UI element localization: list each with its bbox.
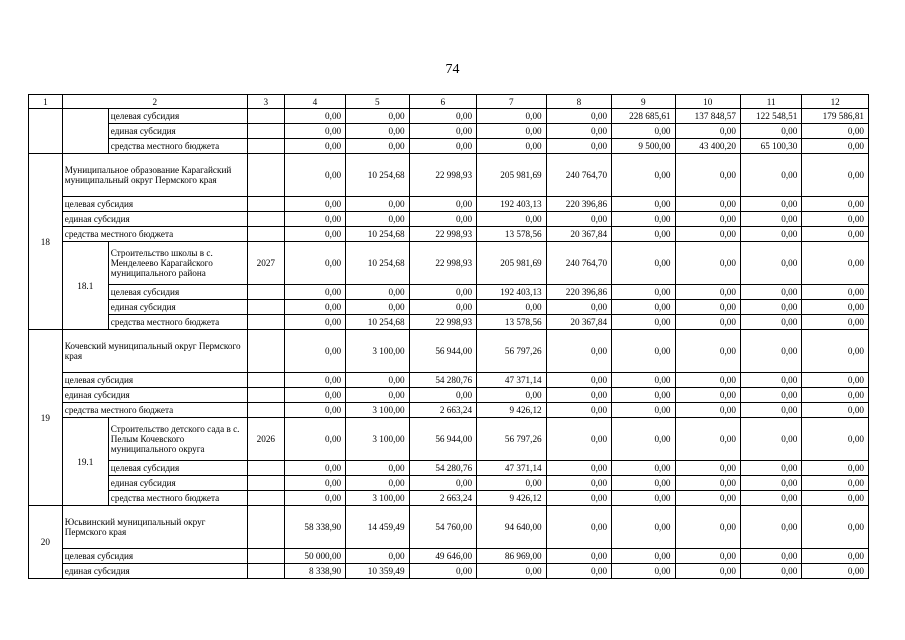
value-cell: 0,00 <box>675 300 740 315</box>
value-cell: 65 100,30 <box>740 139 801 154</box>
value-cell: 0,00 <box>284 315 345 330</box>
value-cell: 0,00 <box>477 300 547 315</box>
value-cell: 0,00 <box>346 212 409 227</box>
table-row <box>29 285 869 300</box>
value-cell: 0,00 <box>409 139 477 154</box>
column-header: 7 <box>477 95 547 109</box>
section-title-row <box>29 154 869 197</box>
value-cell: 0,00 <box>675 227 740 242</box>
value-cell: 0,00 <box>802 242 869 285</box>
value-cell: 0,00 <box>284 212 345 227</box>
value-cell: 22 998,93 <box>409 227 477 242</box>
value-cell: 20 367,84 <box>546 227 611 242</box>
value-cell: 0,00 <box>802 418 869 461</box>
value-cell: 0,00 <box>740 388 801 403</box>
value-cell: 0,00 <box>284 197 345 212</box>
row-label: целевая субсидия <box>108 285 247 300</box>
value-cell: 0,00 <box>346 373 409 388</box>
value-cell: 9 426,12 <box>477 491 547 506</box>
value-cell: 0,00 <box>546 388 611 403</box>
column-header: 9 <box>612 95 675 109</box>
value-cell: 0,00 <box>802 154 869 197</box>
value-cell: 0,00 <box>675 461 740 476</box>
value-cell: 0,00 <box>612 418 675 461</box>
year-cell <box>247 330 284 373</box>
value-cell: 0,00 <box>740 373 801 388</box>
table-row <box>29 109 869 124</box>
value-cell: 47 371,14 <box>477 373 547 388</box>
year-cell <box>247 139 284 154</box>
value-cell: 0,00 <box>284 373 345 388</box>
table-row <box>29 300 869 315</box>
value-cell: 0,00 <box>546 139 611 154</box>
row-label: единая субсидия <box>108 300 247 315</box>
table-row <box>29 315 869 330</box>
year-cell <box>247 154 284 197</box>
value-cell: 0,00 <box>546 564 611 579</box>
value-cell: 0,00 <box>346 139 409 154</box>
value-cell: 0,00 <box>802 330 869 373</box>
value-cell: 0,00 <box>284 154 345 197</box>
value-cell: 0,00 <box>546 476 611 491</box>
value-cell: 0,00 <box>740 212 801 227</box>
value-cell: 0,00 <box>546 491 611 506</box>
value-cell: 205 981,69 <box>477 154 547 197</box>
value-cell: 0,00 <box>346 197 409 212</box>
row-label: целевая субсидия <box>62 373 247 388</box>
value-cell: 0,00 <box>612 491 675 506</box>
year-cell <box>247 506 284 549</box>
value-cell: 0,00 <box>409 109 477 124</box>
year-cell <box>247 476 284 491</box>
value-cell: 0,00 <box>546 330 611 373</box>
value-cell: 179 586,81 <box>802 109 869 124</box>
value-cell: 0,00 <box>740 330 801 373</box>
row-label: средства местного бюджета <box>62 403 247 418</box>
value-cell: 0,00 <box>802 139 869 154</box>
year-cell <box>247 403 284 418</box>
value-cell: 9 426,12 <box>477 403 547 418</box>
value-cell: 0,00 <box>346 124 409 139</box>
value-cell: 13 578,56 <box>477 227 547 242</box>
section-title: Муниципальное образование Карагайский муниципальный округ Пермского края <box>62 154 247 197</box>
value-cell: 0,00 <box>675 549 740 564</box>
value-cell: 50 000,00 <box>284 549 345 564</box>
table-row <box>29 197 869 212</box>
value-cell: 0,00 <box>675 506 740 549</box>
value-cell: 0,00 <box>802 124 869 139</box>
value-cell: 0,00 <box>346 461 409 476</box>
value-cell: 0,00 <box>802 285 869 300</box>
value-cell: 54 280,76 <box>409 461 477 476</box>
value-cell: 0,00 <box>612 506 675 549</box>
value-cell: 0,00 <box>740 197 801 212</box>
item-number-cell: 18 <box>29 154 63 330</box>
value-cell: 49 646,00 <box>409 549 477 564</box>
value-cell: 0,00 <box>675 418 740 461</box>
value-cell: 56 944,00 <box>409 330 477 373</box>
value-cell: 0,00 <box>802 506 869 549</box>
value-cell: 0,00 <box>284 476 345 491</box>
value-cell: 13 578,56 <box>477 315 547 330</box>
value-cell: 137 848,57 <box>675 109 740 124</box>
budget-table <box>28 94 869 579</box>
value-cell: 122 548,51 <box>740 109 801 124</box>
value-cell: 0,00 <box>802 373 869 388</box>
value-cell: 0,00 <box>740 300 801 315</box>
value-cell: 0,00 <box>409 285 477 300</box>
table-row <box>29 212 869 227</box>
value-cell: 0,00 <box>612 403 675 418</box>
section-title-row <box>29 506 869 549</box>
value-cell: 240 764,70 <box>546 242 611 285</box>
value-cell: 0,00 <box>740 476 801 491</box>
value-cell: 0,00 <box>346 476 409 491</box>
value-cell: 14 459,49 <box>346 506 409 549</box>
value-cell: 2 663,24 <box>409 491 477 506</box>
value-cell: 0,00 <box>284 285 345 300</box>
year-cell <box>247 197 284 212</box>
value-cell: 56 797,26 <box>477 418 547 461</box>
value-cell: 0,00 <box>675 242 740 285</box>
value-cell: 0,00 <box>612 564 675 579</box>
row-label: целевая субсидия <box>108 461 247 476</box>
value-cell: 10 254,68 <box>346 315 409 330</box>
table-row <box>29 549 869 564</box>
value-cell: 0,00 <box>409 124 477 139</box>
value-cell: 3 100,00 <box>346 403 409 418</box>
value-cell: 0,00 <box>546 506 611 549</box>
value-cell: 0,00 <box>284 330 345 373</box>
value-cell: 0,00 <box>546 300 611 315</box>
value-cell: 220 396,86 <box>546 197 611 212</box>
value-cell: 0,00 <box>409 564 477 579</box>
value-cell: 0,00 <box>675 373 740 388</box>
value-cell: 205 981,69 <box>477 242 547 285</box>
column-header: 6 <box>409 95 477 109</box>
value-cell: 0,00 <box>675 564 740 579</box>
table-row <box>29 403 869 418</box>
value-cell: 0,00 <box>740 315 801 330</box>
table-row <box>29 124 869 139</box>
value-cell: 0,00 <box>346 549 409 564</box>
table-row <box>29 227 869 242</box>
section-title: Юсьвинский муниципальный округ Пермского края <box>62 506 247 549</box>
value-cell: 0,00 <box>546 109 611 124</box>
value-cell: 0,00 <box>802 227 869 242</box>
value-cell: 0,00 <box>546 461 611 476</box>
row-label: целевая субсидия <box>108 109 247 124</box>
value-cell: 0,00 <box>409 212 477 227</box>
row-label: единая субсидия <box>62 388 247 403</box>
value-cell: 0,00 <box>477 476 547 491</box>
row-label: средства местного бюджета <box>108 139 247 154</box>
value-cell: 0,00 <box>675 285 740 300</box>
value-cell: 0,00 <box>802 315 869 330</box>
item-number-cell: 20 <box>29 506 63 579</box>
value-cell: 10 254,68 <box>346 227 409 242</box>
value-cell: 0,00 <box>612 212 675 227</box>
value-cell: 0,00 <box>740 124 801 139</box>
value-cell: 228 685,61 <box>612 109 675 124</box>
value-cell: 43 400,20 <box>675 139 740 154</box>
value-cell: 0,00 <box>409 300 477 315</box>
table-row <box>29 388 869 403</box>
value-cell: 0,00 <box>284 418 345 461</box>
value-cell: 0,00 <box>675 476 740 491</box>
year-cell <box>247 285 284 300</box>
year-cell <box>247 461 284 476</box>
value-cell: 86 969,00 <box>477 549 547 564</box>
value-cell: 0,00 <box>612 227 675 242</box>
value-cell: 0,00 <box>612 388 675 403</box>
year-cell <box>247 109 284 124</box>
subitem-title: Строительство детского сада в с. Пелым Кочевского муниципального округа <box>108 418 247 461</box>
value-cell: 0,00 <box>740 227 801 242</box>
value-cell: 0,00 <box>346 285 409 300</box>
value-cell: 0,00 <box>802 197 869 212</box>
value-cell: 0,00 <box>284 461 345 476</box>
year-cell <box>247 212 284 227</box>
value-cell: 3 100,00 <box>346 330 409 373</box>
value-cell: 54 760,00 <box>409 506 477 549</box>
value-cell: 0,00 <box>612 549 675 564</box>
value-cell: 0,00 <box>740 285 801 300</box>
year-cell <box>247 388 284 403</box>
row-label: средства местного бюджета <box>108 315 247 330</box>
value-cell: 0,00 <box>675 124 740 139</box>
value-cell: 0,00 <box>740 461 801 476</box>
subitem-number-cell: 18.1 <box>62 242 108 330</box>
value-cell: 0,00 <box>284 109 345 124</box>
value-cell: 0,00 <box>740 549 801 564</box>
column-header: 4 <box>284 95 345 109</box>
header-row <box>29 95 869 109</box>
value-cell: 0,00 <box>740 403 801 418</box>
value-cell: 0,00 <box>675 330 740 373</box>
value-cell: 0,00 <box>740 154 801 197</box>
value-cell: 22 998,93 <box>409 154 477 197</box>
value-cell: 3 100,00 <box>346 491 409 506</box>
value-cell: 0,00 <box>346 388 409 403</box>
value-cell: 0,00 <box>477 212 547 227</box>
year-cell <box>247 564 284 579</box>
value-cell: 0,00 <box>346 109 409 124</box>
value-cell: 192 403,13 <box>477 285 547 300</box>
value-cell: 0,00 <box>802 564 869 579</box>
value-cell: 56 944,00 <box>409 418 477 461</box>
year-cell <box>247 124 284 139</box>
year-cell <box>247 549 284 564</box>
value-cell: 0,00 <box>740 564 801 579</box>
year-cell <box>247 491 284 506</box>
value-cell: 0,00 <box>346 300 409 315</box>
value-cell: 47 371,14 <box>477 461 547 476</box>
value-cell: 0,00 <box>802 461 869 476</box>
value-cell: 0,00 <box>409 197 477 212</box>
value-cell: 54 280,76 <box>409 373 477 388</box>
value-cell: 0,00 <box>284 388 345 403</box>
year-cell <box>247 227 284 242</box>
row-label: единая субсидия <box>62 564 247 579</box>
value-cell: 0,00 <box>612 373 675 388</box>
value-cell: 0,00 <box>675 197 740 212</box>
year-cell <box>247 300 284 315</box>
value-cell: 0,00 <box>612 154 675 197</box>
value-cell: 0,00 <box>740 491 801 506</box>
value-cell: 0,00 <box>612 124 675 139</box>
value-cell: 0,00 <box>675 491 740 506</box>
year-cell: 2026 <box>247 418 284 461</box>
value-cell: 240 764,70 <box>546 154 611 197</box>
page-number: 74 <box>445 62 460 77</box>
value-cell: 56 797,26 <box>477 330 547 373</box>
column-header: 10 <box>675 95 740 109</box>
item-number-cell: 19 <box>29 330 63 506</box>
value-cell: 58 338,90 <box>284 506 345 549</box>
value-cell: 0,00 <box>612 300 675 315</box>
value-cell: 0,00 <box>284 227 345 242</box>
value-cell: 0,00 <box>284 242 345 285</box>
value-cell: 0,00 <box>740 506 801 549</box>
column-header: 12 <box>802 95 869 109</box>
value-cell: 0,00 <box>675 403 740 418</box>
table-row <box>29 491 869 506</box>
subitem-number-cell: 19.1 <box>62 418 108 506</box>
value-cell: 94 640,00 <box>477 506 547 549</box>
section-title-row <box>29 330 869 373</box>
value-cell: 0,00 <box>546 549 611 564</box>
row-label: средства местного бюджета <box>108 491 247 506</box>
row-label: единая субсидия <box>108 124 247 139</box>
value-cell: 22 998,93 <box>409 242 477 285</box>
row-label: единая субсидия <box>62 212 247 227</box>
value-cell: 0,00 <box>409 476 477 491</box>
value-cell: 0,00 <box>284 300 345 315</box>
value-cell: 0,00 <box>675 388 740 403</box>
value-cell: 8 338,90 <box>284 564 345 579</box>
value-cell: 0,00 <box>675 315 740 330</box>
table-row <box>29 461 869 476</box>
value-cell: 0,00 <box>477 564 547 579</box>
value-cell: 0,00 <box>546 212 611 227</box>
value-cell: 2 663,24 <box>409 403 477 418</box>
value-cell: 0,00 <box>802 476 869 491</box>
column-header: 11 <box>740 95 801 109</box>
value-cell: 0,00 <box>477 388 547 403</box>
value-cell: 22 998,93 <box>409 315 477 330</box>
value-cell: 0,00 <box>612 197 675 212</box>
column-header: 8 <box>546 95 611 109</box>
table-row <box>29 476 869 491</box>
value-cell: 0,00 <box>802 549 869 564</box>
value-cell: 0,00 <box>612 330 675 373</box>
table-row <box>29 564 869 579</box>
value-cell: 10 254,68 <box>346 154 409 197</box>
value-cell: 0,00 <box>546 403 611 418</box>
value-cell: 0,00 <box>802 403 869 418</box>
value-cell: 0,00 <box>802 300 869 315</box>
value-cell: 0,00 <box>284 124 345 139</box>
value-cell: 192 403,13 <box>477 197 547 212</box>
year-cell: 2027 <box>247 242 284 285</box>
value-cell: 0,00 <box>802 212 869 227</box>
column-header: 2 <box>62 95 247 109</box>
value-cell: 0,00 <box>802 491 869 506</box>
row-label: средства местного бюджета <box>62 227 247 242</box>
value-cell: 0,00 <box>284 491 345 506</box>
value-cell: 0,00 <box>409 388 477 403</box>
value-cell: 0,00 <box>740 242 801 285</box>
column-header: 5 <box>346 95 409 109</box>
value-cell: 10 254,68 <box>346 242 409 285</box>
value-cell: 0,00 <box>612 285 675 300</box>
row-label: единая субсидия <box>108 476 247 491</box>
row-label: целевая субсидия <box>62 197 247 212</box>
value-cell: 0,00 <box>477 109 547 124</box>
year-cell <box>247 315 284 330</box>
value-cell: 0,00 <box>546 373 611 388</box>
table-row <box>29 373 869 388</box>
subitem-title-row <box>29 418 869 461</box>
value-cell: 0,00 <box>612 315 675 330</box>
value-cell: 0,00 <box>675 154 740 197</box>
value-cell: 0,00 <box>802 388 869 403</box>
value-cell: 0,00 <box>612 242 675 285</box>
value-cell: 0,00 <box>675 212 740 227</box>
table-row <box>29 139 869 154</box>
column-header: 3 <box>247 95 284 109</box>
value-cell: 0,00 <box>477 124 547 139</box>
subitem-number-cell <box>62 109 108 154</box>
value-cell: 0,00 <box>546 124 611 139</box>
value-cell: 0,00 <box>546 418 611 461</box>
value-cell: 0,00 <box>612 476 675 491</box>
year-cell <box>247 373 284 388</box>
value-cell: 0,00 <box>740 418 801 461</box>
subitem-title-row <box>29 242 869 285</box>
section-title: Кочевский муниципальный округ Пермского края <box>62 330 247 373</box>
value-cell: 0,00 <box>284 139 345 154</box>
value-cell: 3 100,00 <box>346 418 409 461</box>
value-cell: 220 396,86 <box>546 285 611 300</box>
value-cell: 0,00 <box>612 461 675 476</box>
value-cell: 0,00 <box>284 403 345 418</box>
value-cell: 10 359,49 <box>346 564 409 579</box>
value-cell: 0,00 <box>477 139 547 154</box>
item-number-cell <box>29 109 63 154</box>
value-cell: 9 500,00 <box>612 139 675 154</box>
value-cell: 20 367,84 <box>546 315 611 330</box>
subitem-title: Строительство школы в с. Менделеево Карагайского муниципального района <box>108 242 247 285</box>
row-label: целевая субсидия <box>62 549 247 564</box>
column-header: 1 <box>29 95 63 109</box>
